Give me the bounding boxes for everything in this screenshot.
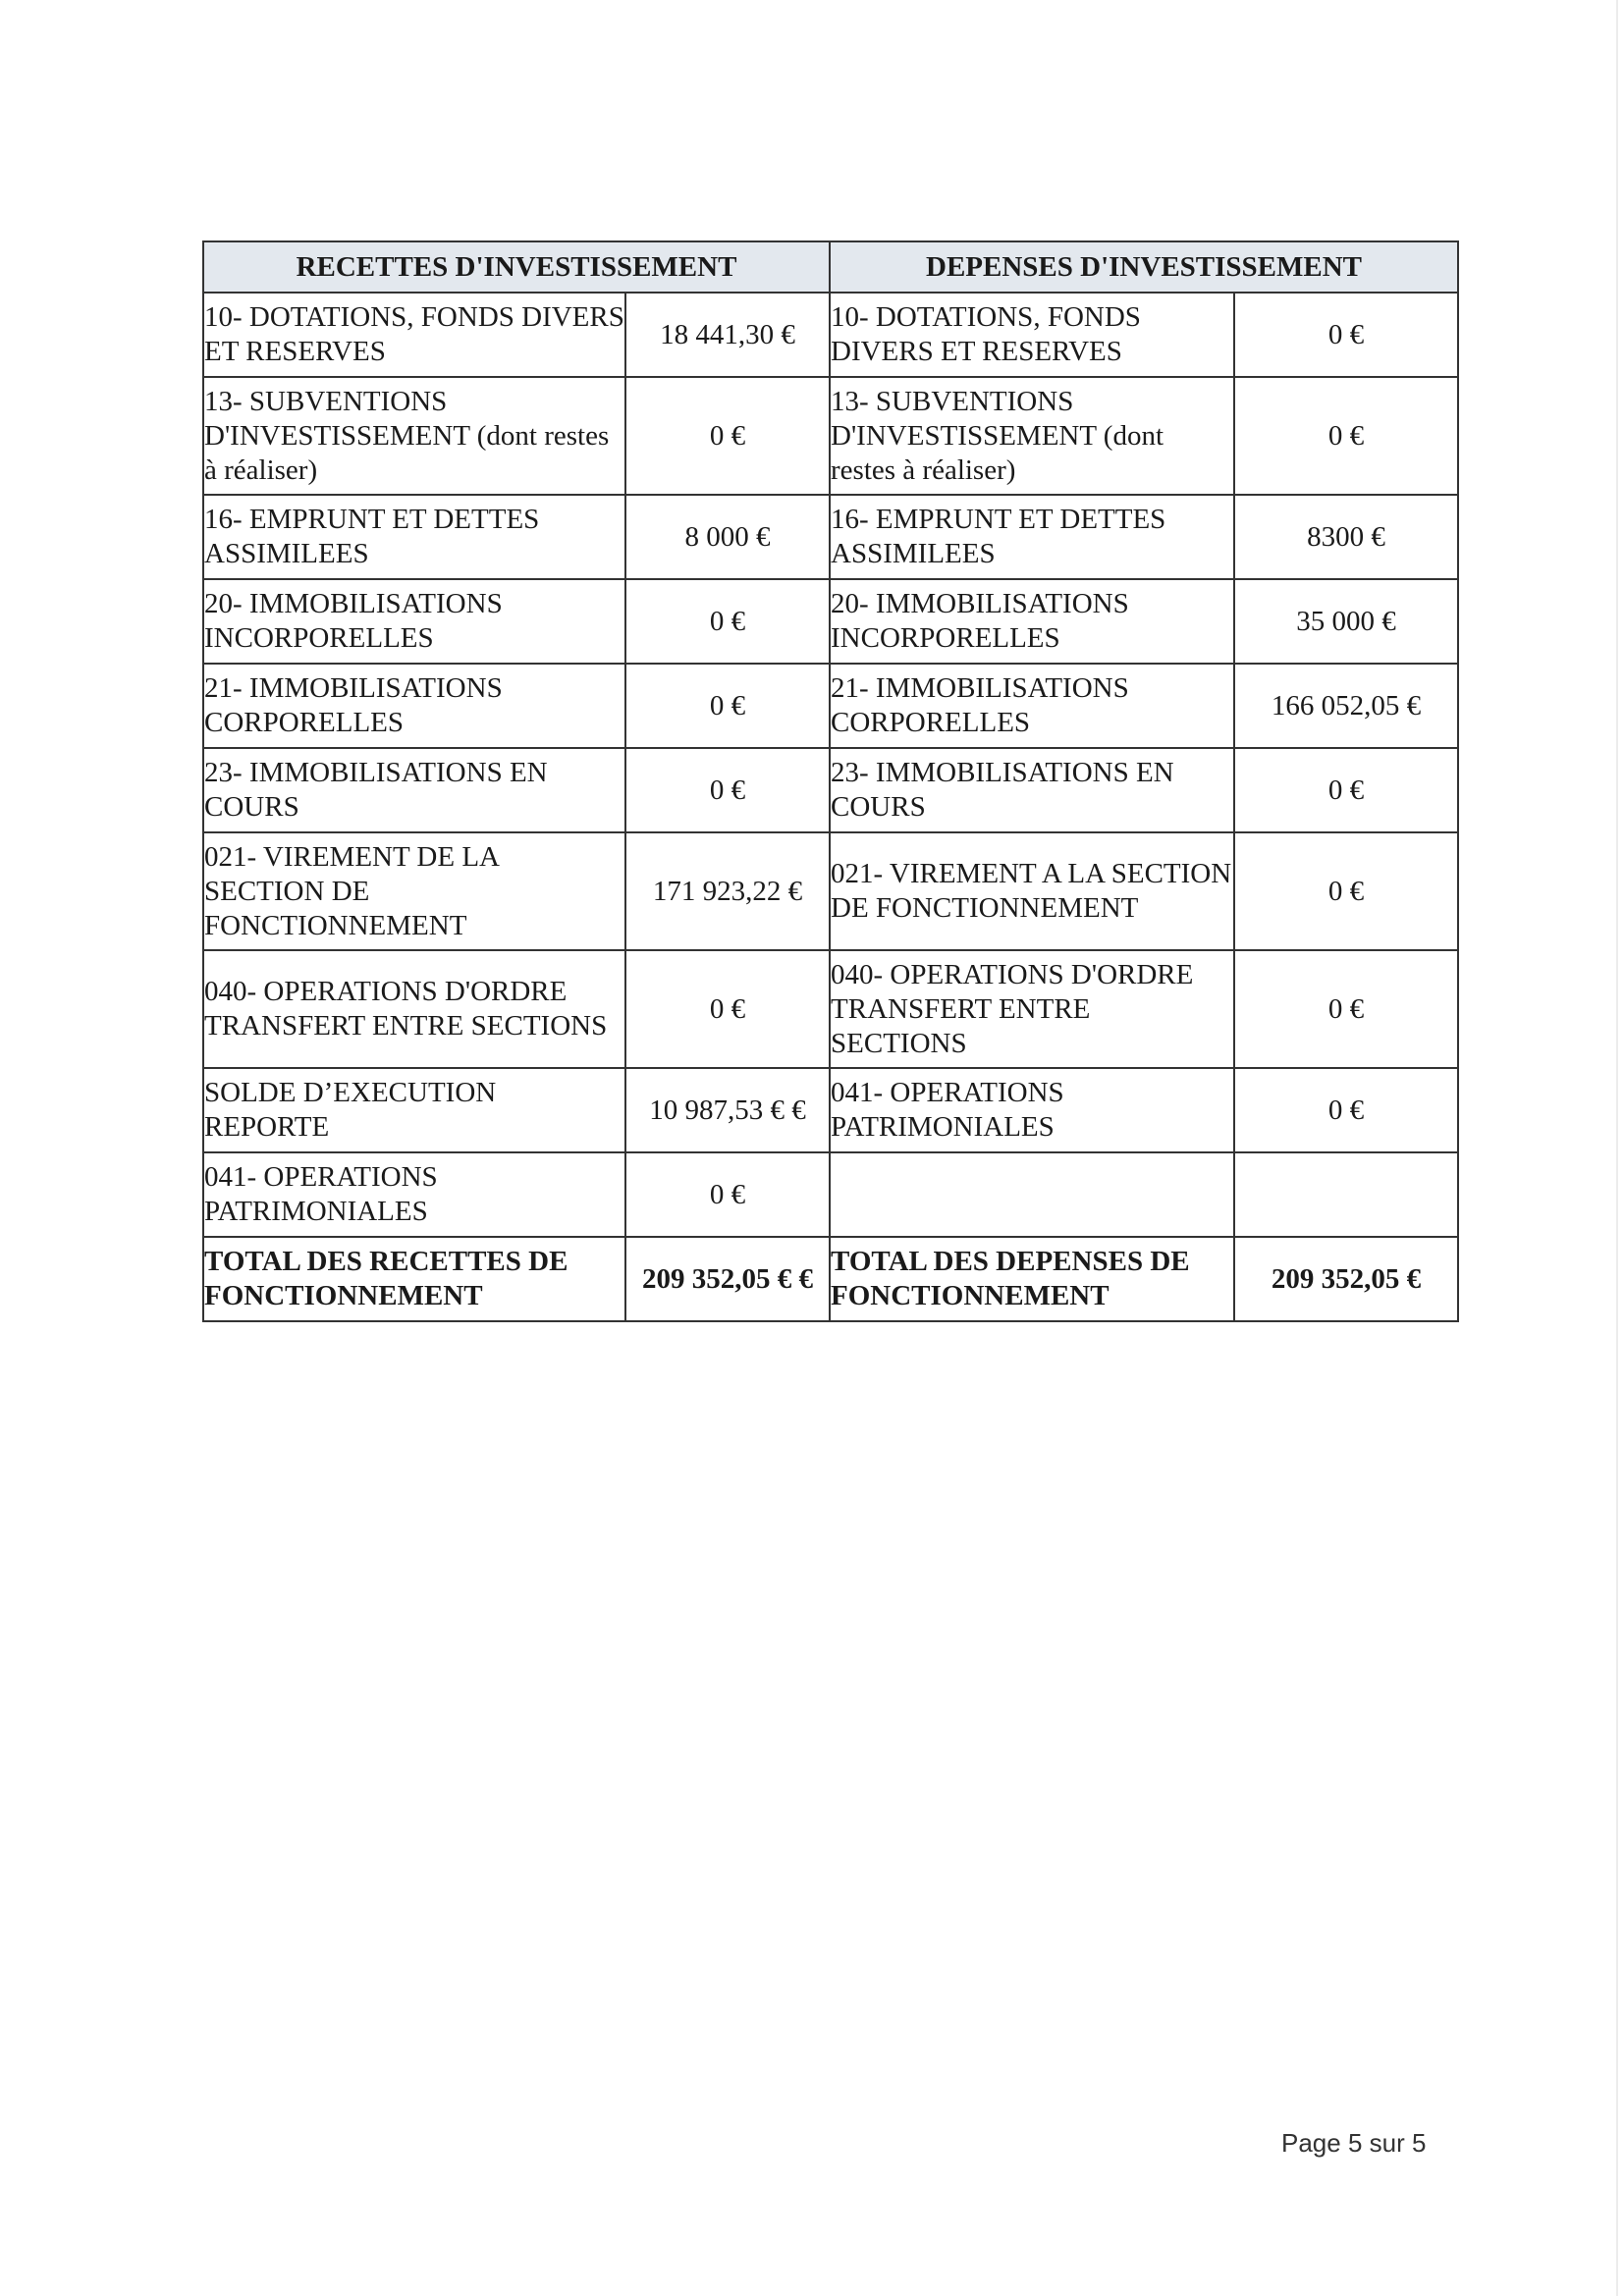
recette-amount: 0 €: [625, 579, 830, 664]
recette-label: 23- IMMOBILISATIONS EN COURS: [203, 748, 625, 832]
depense-label: 021- VIREMENT A LA SECTION DE FONCTIONNEMENT: [830, 832, 1234, 950]
recette-amount: 0 €: [625, 1152, 830, 1237]
depense-amount: 8300 €: [1234, 495, 1458, 579]
table-row: [203, 950, 1458, 1068]
total-depenses-label: TOTAL DES DEPENSES DE FONCTIONNEMENT: [830, 1237, 1234, 1321]
recette-label: 21- IMMOBILISATIONS CORPORELLES: [203, 664, 625, 748]
depense-amount: 0 €: [1234, 377, 1458, 495]
recette-label: 041- OPERATIONS PATRIMONIALES: [203, 1152, 625, 1237]
depense-amount: 0 €: [1234, 748, 1458, 832]
page-number: Page 5 sur 5: [1281, 2128, 1427, 2158]
recette-amount: 18 441,30 €: [625, 293, 830, 377]
table-row: [203, 293, 1458, 377]
depense-amount: 35 000 €: [1234, 579, 1458, 664]
depense-label: 041- OPERATIONS PATRIMONIALES: [830, 1068, 1234, 1152]
recette-label: 10- DOTATIONS, FONDS DIVERS ET RESERVES: [203, 293, 625, 377]
recette-amount: 0 €: [625, 748, 830, 832]
table-row: [203, 579, 1458, 664]
recette-label: 16- EMPRUNT ET DETTES ASSIMILEES: [203, 495, 625, 579]
page-edge: [1616, 0, 1618, 2296]
total-recettes-amount: 209 352,05 € €: [625, 1237, 830, 1321]
depense-label: 13- SUBVENTIONS D'INVESTISSEMENT (dont restes à réaliser): [830, 377, 1234, 495]
total-depenses-amount: 209 352,05 €: [1234, 1237, 1458, 1321]
recette-amount: 8 000 €: [625, 495, 830, 579]
recette-label: SOLDE D’EXECUTION REPORTE: [203, 1068, 625, 1152]
total-recettes-label: TOTAL DES RECETTES DE FONCTIONNEMENT: [203, 1237, 625, 1321]
recette-amount: 0 €: [625, 377, 830, 495]
recette-label: 021- VIREMENT DE LA SECTION DE FONCTIONNEMENT: [203, 832, 625, 950]
recette-amount: 0 €: [625, 664, 830, 748]
table-row: [203, 1068, 1458, 1152]
table-row: [203, 1152, 1458, 1237]
table-row: [203, 495, 1458, 579]
recette-amount: 0 €: [625, 950, 830, 1068]
recette-label: 13- SUBVENTIONS D'INVESTISSEMENT (dont restes à réaliser): [203, 377, 625, 495]
depense-amount: 0 €: [1234, 1068, 1458, 1152]
depense-label: 16- EMPRUNT ET DETTES ASSIMILEES: [830, 495, 1234, 579]
table-row: [203, 748, 1458, 832]
table-row: [203, 664, 1458, 748]
recettes-header: RECETTES D'INVESTISSEMENT: [203, 241, 830, 293]
table-row: [203, 832, 1458, 950]
depense-label: 21- IMMOBILISATIONS CORPORELLES: [830, 664, 1234, 748]
depenses-header: DEPENSES D'INVESTISSEMENT: [830, 241, 1458, 293]
depense-label: 040- OPERATIONS D'ORDRE TRANSFERT ENTRE SECTIONS: [830, 950, 1234, 1068]
recette-amount: 10 987,53 € €: [625, 1068, 830, 1152]
depense-label: 20- IMMOBILISATIONS INCORPORELLES: [830, 579, 1234, 664]
total-row: [203, 1237, 1458, 1321]
depense-label: 10- DOTATIONS, FONDS DIVERS ET RESERVES: [830, 293, 1234, 377]
depense-amount: 0 €: [1234, 950, 1458, 1068]
table-row: [203, 377, 1458, 495]
depense-amount: 166 052,05 €: [1234, 664, 1458, 748]
table-header-row: [203, 241, 1458, 293]
recette-label: 040- OPERATIONS D'ORDRE TRANSFERT ENTRE SECTIONS: [203, 950, 625, 1068]
depense-label: 23- IMMOBILISATIONS EN COURS: [830, 748, 1234, 832]
depense-amount-empty: [1234, 1152, 1458, 1237]
depense-label-empty: [830, 1152, 1234, 1237]
depense-amount: 0 €: [1234, 293, 1458, 377]
recette-label: 20- IMMOBILISATIONS INCORPORELLES: [203, 579, 625, 664]
investment-budget-table: [202, 240, 1459, 1322]
recette-amount: 171 923,22 €: [625, 832, 830, 950]
depense-amount: 0 €: [1234, 832, 1458, 950]
